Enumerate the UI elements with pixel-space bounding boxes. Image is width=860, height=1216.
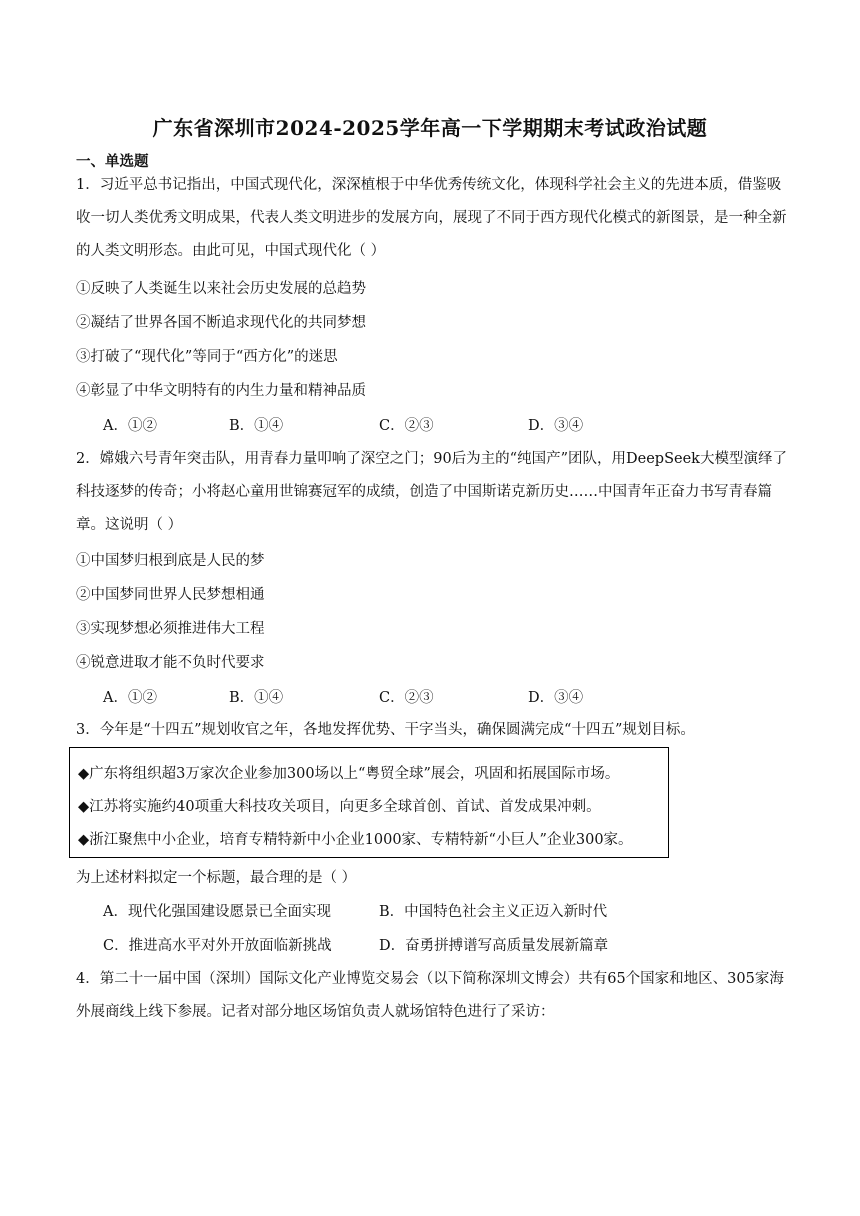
q1-option-d: D．③④ bbox=[528, 418, 584, 434]
q2-item-1: ①中国梦归根到底是人民的梦 bbox=[76, 553, 265, 569]
q1-item-4: ④彰显了中华文明特有的内生力量和精神品质 bbox=[76, 383, 366, 399]
q1-item-3: ③打破了“现代化”等同于“西方化”的迷思 bbox=[76, 349, 338, 365]
q4-stem: 4．第二十一届中国（深圳）国际文化产业博览交易会（以下简称深圳文博会）共有65个国家和地区、305家海外展商线上线下参展。记者对部分地区场馆负责人就场馆特色进行了采访： bbox=[76, 971, 784, 1020]
q3-material-guangdong: ◆广东将组织超3万家次企业参加300场以上“粤贸全球”展会，巩固和拓展国际市场。 bbox=[78, 766, 620, 782]
q2-item-4: ④锐意进取才能不负时代要求 bbox=[76, 655, 265, 671]
q2-stem: 2．嫦娥六号青年突击队，用青春力量叩响了深空之门；90后为主的“纯国产”团队，用DeepSeek大模型演绎了科技逐梦的传奇；小将赵心童用世锦赛冠军的成绩，创造了中国斯诺克新历史……中国青年正奋力书写青春篇章。这说明（ ） bbox=[76, 451, 787, 533]
q2-option-b: B．①④ bbox=[229, 690, 284, 706]
q2-option-d: D．③④ bbox=[528, 690, 584, 706]
page-title: 广东省深圳市2024-2025学年高一下学期期末考试政治试题 bbox=[152, 116, 708, 140]
q3-material-jiangsu: ◆江苏将实施约40项重大科技攻关项目，向更多全球首创、首试、首发成果冲刺。 bbox=[78, 799, 601, 815]
q1-option-a: A．①② bbox=[103, 418, 157, 434]
q1-stem: 1．习近平总书记指出，中国式现代化，深深植根于中华优秀传统文化，体现科学社会主义的先进本质，借鉴吸收一切人类优秀文明成果，代表人类文明进步的发展方向，展现了不同于西方现代化模式的新图景，是一种全新的人类文明形态。由此可见，中国式现代化（ ） bbox=[76, 177, 787, 259]
section-heading: 一、单选题 bbox=[76, 153, 149, 170]
q3-stem: 3．今年是“十四五”规划收官之年，各地发挥优势、干字当头，确保圆满完成“十四五”规划目标。 bbox=[76, 722, 695, 738]
q1-option-c: C．②③ bbox=[379, 418, 434, 434]
q3-ask: 为上述材料拟定一个标题，最合理的是（ ） bbox=[76, 870, 357, 886]
q1-item-2: ②凝结了世界各国不断追求现代化的共同梦想 bbox=[76, 315, 366, 331]
q2-item-3: ③实现梦想必须推进伟大工程 bbox=[76, 621, 265, 637]
q3-option-c: C．推进高水平对外开放面临新挑战 bbox=[103, 938, 332, 954]
q2-item-2: ②中国梦同世界人民梦想相通 bbox=[76, 587, 265, 603]
q2-option-c: C．②③ bbox=[379, 690, 434, 706]
q3-option-d: D．奋勇拼搏谱写高质量发展新篇章 bbox=[379, 938, 609, 954]
q1-option-b: B．①④ bbox=[229, 418, 284, 434]
q3-option-b: B．中国特色社会主义正迈入新时代 bbox=[379, 904, 608, 920]
q3-option-a: A．现代化强国建设愿景已全面实现 bbox=[103, 904, 331, 920]
q1-item-1: ①反映了人类诞生以来社会历史发展的总趋势 bbox=[76, 281, 366, 297]
q3-material-zhejiang: ◆浙江聚焦中小企业，培育专精特新中小企业1000家、专精特新“小巨人”企业300家。 bbox=[78, 832, 633, 848]
q2-option-a: A．①② bbox=[103, 690, 157, 706]
q3-material-box bbox=[69, 747, 669, 858]
